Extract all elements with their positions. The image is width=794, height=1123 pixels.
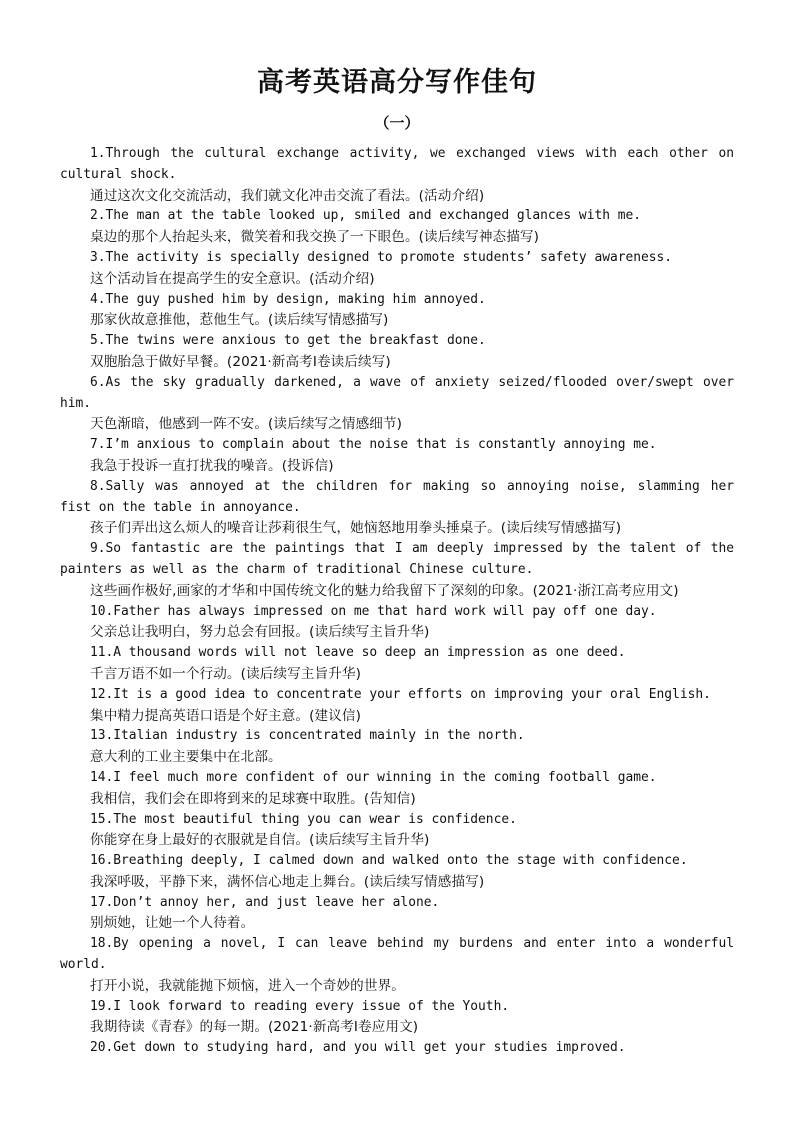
sentence-chinese: 我相信，我们会在即将到来的足球赛中取胜。(告知信) [90, 790, 416, 807]
sentence-english: 10.Father has always impressed on me that hard work will pay off one day. [90, 603, 657, 619]
sentence-english: 4.The guy pushed him by design, making him annoyed. [90, 291, 486, 307]
sentence-english: 5.The twins were anxious to get the breakfast done. [90, 333, 486, 349]
sentence-chinese: 打开小说，我就能抛下烦恼，进入一个奇妙的世界。 [90, 977, 405, 994]
sentence-english: 11.A thousand words will not leave so deep an impression as one deed. [90, 645, 626, 661]
sentence-list [60, 144, 734, 1059]
sentence-english: 8.Sally was annoyed at the children for making so annoying noise, slamming her fist on the table in annoyance. [60, 478, 734, 515]
sentence-chinese: 我深呼吸，平静下来，满怀信心地走上舞台。(读后续写情感描写) [90, 873, 485, 890]
sentence-chinese: 千言万语不如一个行动。(读后续写主旨升华) [90, 665, 361, 682]
sentence-english: 19.I look forward to reading every issue of the Youth. [90, 998, 510, 1014]
sentence-chinese: 双胞胎急于做好早餐。(2021·新高考Ⅰ卷读后续写) [90, 353, 391, 370]
sentence-english: 18.By opening a novel, I can leave behind my burdens and enter into a wonderful world. [60, 936, 734, 973]
sentence-english: 12.It is a good idea to concentrate your efforts on improving your oral English. [90, 686, 711, 702]
sentence-chinese: 这个活动旨在提高学生的安全意识。(活动介绍) [90, 270, 375, 287]
sentence-english: 20.Get down to studying hard, and you will get your studies improved. [90, 1040, 626, 1056]
sentence-chinese: 父亲总让我明白，努力总会有回报。(读后续写主旨升华) [90, 624, 430, 641]
sentence-chinese: 别烦她，让她一个人待着。 [90, 915, 255, 932]
sentence-chinese: 那家伙故意推他，惹他生气。(读后续写情感描写) [90, 312, 389, 329]
sentence-chinese: 这些画作极好,画家的才华和中国传统文化的魅力给我留下了深刻的印象。(2021·浙江高考应用文) [90, 582, 679, 599]
sentence-chinese: 集中精力提高英语口语是个好主意。(建议信) [90, 707, 361, 724]
sentence-english: 1.Through the cultural exchange activity, we exchanged views with each other on cultural shock. [60, 146, 734, 182]
sentence-english: 9.So fantastic are the paintings that I am deeply impressed by the talent of the painters as well as the charm of traditional Chinese culture. [60, 541, 734, 577]
sentence-chinese: 你能穿在身上最好的衣服就是自信。(读后续写主旨升华) [90, 832, 430, 849]
sentence-english: 16.Breathing deeply, I calmed down and walked onto the stage with confidence. [90, 853, 688, 869]
sentence-chinese: 孩子们弄出这么烦人的噪音让莎莉很生气，她恼怒地用拳头捶桌子。(读后续写情感描写) [90, 520, 622, 537]
sentence-chinese: 我急于投诉一直打扰我的噪音。(投诉信) [90, 457, 334, 474]
sentence-chinese: 意大利的工业主要集中在北部。 [90, 749, 282, 766]
sentence-chinese: 通过这次文化交流活动，我们就文化冲击交流了看法。(活动介绍) [90, 187, 485, 204]
sentence-chinese: 我期待读《青春》的每一期。(2021·新高考Ⅰ卷应用文) [90, 1019, 419, 1036]
sentence-english: 3.The activity is specially designed to promote students’ safety awareness. [90, 249, 673, 265]
sentence-english: 15.The most beautiful thing you can wear is confidence. [90, 811, 517, 827]
sentence-english: 13.Italian industry is concentrated mainly in the north. [90, 728, 525, 744]
sentence-english: 17.Don’t annoy her, and just leave her alone. [90, 894, 440, 910]
sentence-english: 14.I feel much more confident of our winning in the coming football game. [90, 769, 657, 785]
page-title: 高考英语高分写作佳句 [257, 67, 537, 98]
sentence-english: 7.I’m anxious to complain about the noise that is constantly annoying me. [90, 437, 657, 453]
sentence-chinese: 天色渐暗，他感到一阵不安。(读后续写之情感细节) [90, 416, 403, 433]
sentence-english: 6.As the sky gradually darkened, a wave of anxiety seized/flooded over/swept over him. [60, 374, 734, 411]
sentence-chinese: 桌边的那个人抬起头来，微笑着和我交换了一下眼色。(读后续写神态描写) [90, 229, 540, 246]
sentence-english: 2.The man at the table looked up, smiled and exchanged glances with me. [90, 208, 642, 224]
section-number: （一） [374, 114, 420, 132]
